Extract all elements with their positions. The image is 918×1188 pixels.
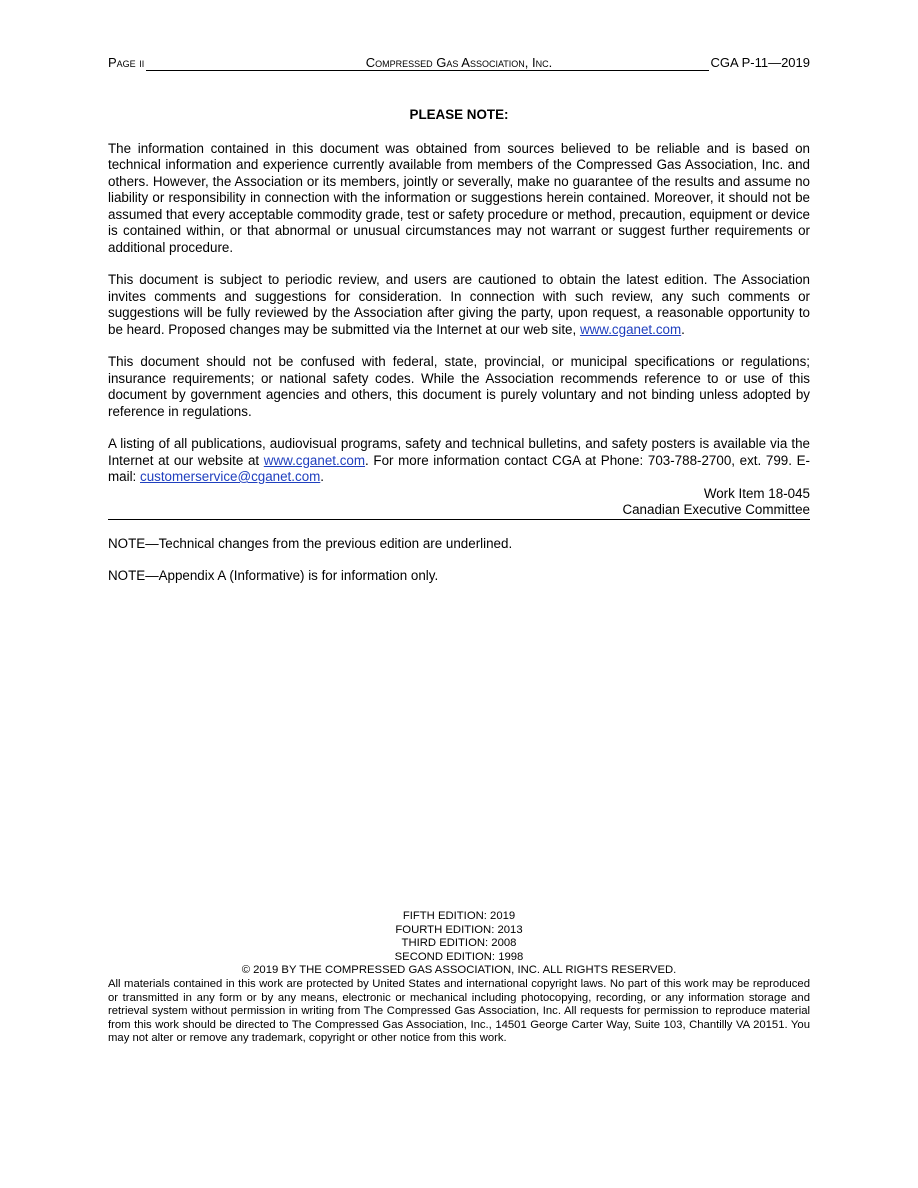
note-appendix: NOTE—Appendix A (Informative) is for information only.	[108, 568, 439, 583]
email-link[interactable]: customerservice@cganet.com	[140, 469, 321, 484]
review-end: .	[681, 321, 685, 337]
edition-second: SECOND EDITION: 1998	[394, 950, 524, 963]
paragraph-listing	[108, 436, 810, 486]
page-footer	[108, 910, 810, 1046]
review-text: This document is subject to periodic review, and users are cautioned to obtain the latest edition. The Association invites comments and suggestions for consideration. In connection with such review, any such comments or suggestions will be fully reviewed by the Association after giving the party, upon request, a reasonable opportunity to be heard. Proposed changes may be submitted via the Internet at our web site,	[108, 272, 810, 337]
edition-third: THIRD EDITION: 2008	[401, 937, 517, 950]
header-org	[108, 55, 810, 71]
main-content	[108, 107, 810, 601]
listing-text-1: A listing of all publications, audiovisual programs, safety and technical bulletins, and safety posters is available via the Internet at our website at	[108, 436, 810, 468]
page-header	[108, 55, 810, 71]
work-item: Work Item 18-045	[703, 485, 810, 501]
committee-name: Canadian Executive Committee	[622, 502, 810, 517]
edition-list	[108, 910, 810, 978]
website-link-2[interactable]: www.cganet.com	[263, 452, 366, 468]
website-link[interactable]: www.cganet.com	[579, 321, 682, 337]
document-id: CGA P-11—2019	[710, 55, 810, 70]
note-technical-changes: NOTE—Technical changes from the previous edition are underlined.	[108, 535, 513, 551]
edition-fifth: FIFTH EDITION: 2019	[402, 910, 516, 922]
paragraph-voluntary: This document should not be confused with federal, state, provincial, or municipal specifications or regulations; insurance requirements; or national safety codes. While the Association recommends reference to or use of this document by government agencies and others, this document is purely voluntary and not binding unless adopted by reference in regulations.	[108, 354, 810, 419]
paragraph-disclaimer: The information contained in this document was obtained from sources believed to be reliable and is based on technical information and experience currently available from members of the Compressed Gas Association, Inc. and others. However, the Association or its members, jointly or severally, make no guarantee of the results and assume no liability or responsibility in connection with the information or suggestions herein contained. Moreover, it should not be assumed that every acceptable commodity grade, test or safety procedure or method, precaution, equipment or device is contained within, or that abnormal or unusual circumstances may not warrant or suggest further requirements or additional procedure.	[108, 140, 810, 255]
page-title: PLEASE NOTE:	[409, 107, 509, 122]
rights-notice: All materials contained in this work are protected by United States and international copyright laws. No part of this work may be reproduced or transmitted in any form or by any means, electronic or mechanical including photocopying, recording, or any information storage and retrieval system without permission in writing from The Compressed Gas Association, Inc. All requests for permission to reproduce material from this work should be directed to The Compressed Gas Association, Inc., 14501 George Carter Way, Suite 103, Chantilly VA 20151. You may not alter or remove any trademark, copyright or other notice from this work.	[108, 977, 810, 1045]
edition-fourth: FOURTH EDITION: 2013	[395, 923, 523, 936]
committee-line	[108, 502, 810, 520]
paragraph-review	[108, 272, 810, 338]
header-org-text: Compressed Gas Association, Inc.	[365, 55, 553, 70]
listing-text-2: . For more information contact CGA at Phone: 703-788-2700, ext. 799. E-mail:	[108, 452, 811, 484]
page-number: Page ii	[108, 55, 145, 70]
listing-text-3: .	[320, 469, 325, 484]
copyright-line: © 2019 BY THE COMPRESSED GAS ASSOCIATION, INC. ALL RIGHTS RESERVED.	[241, 964, 677, 977]
